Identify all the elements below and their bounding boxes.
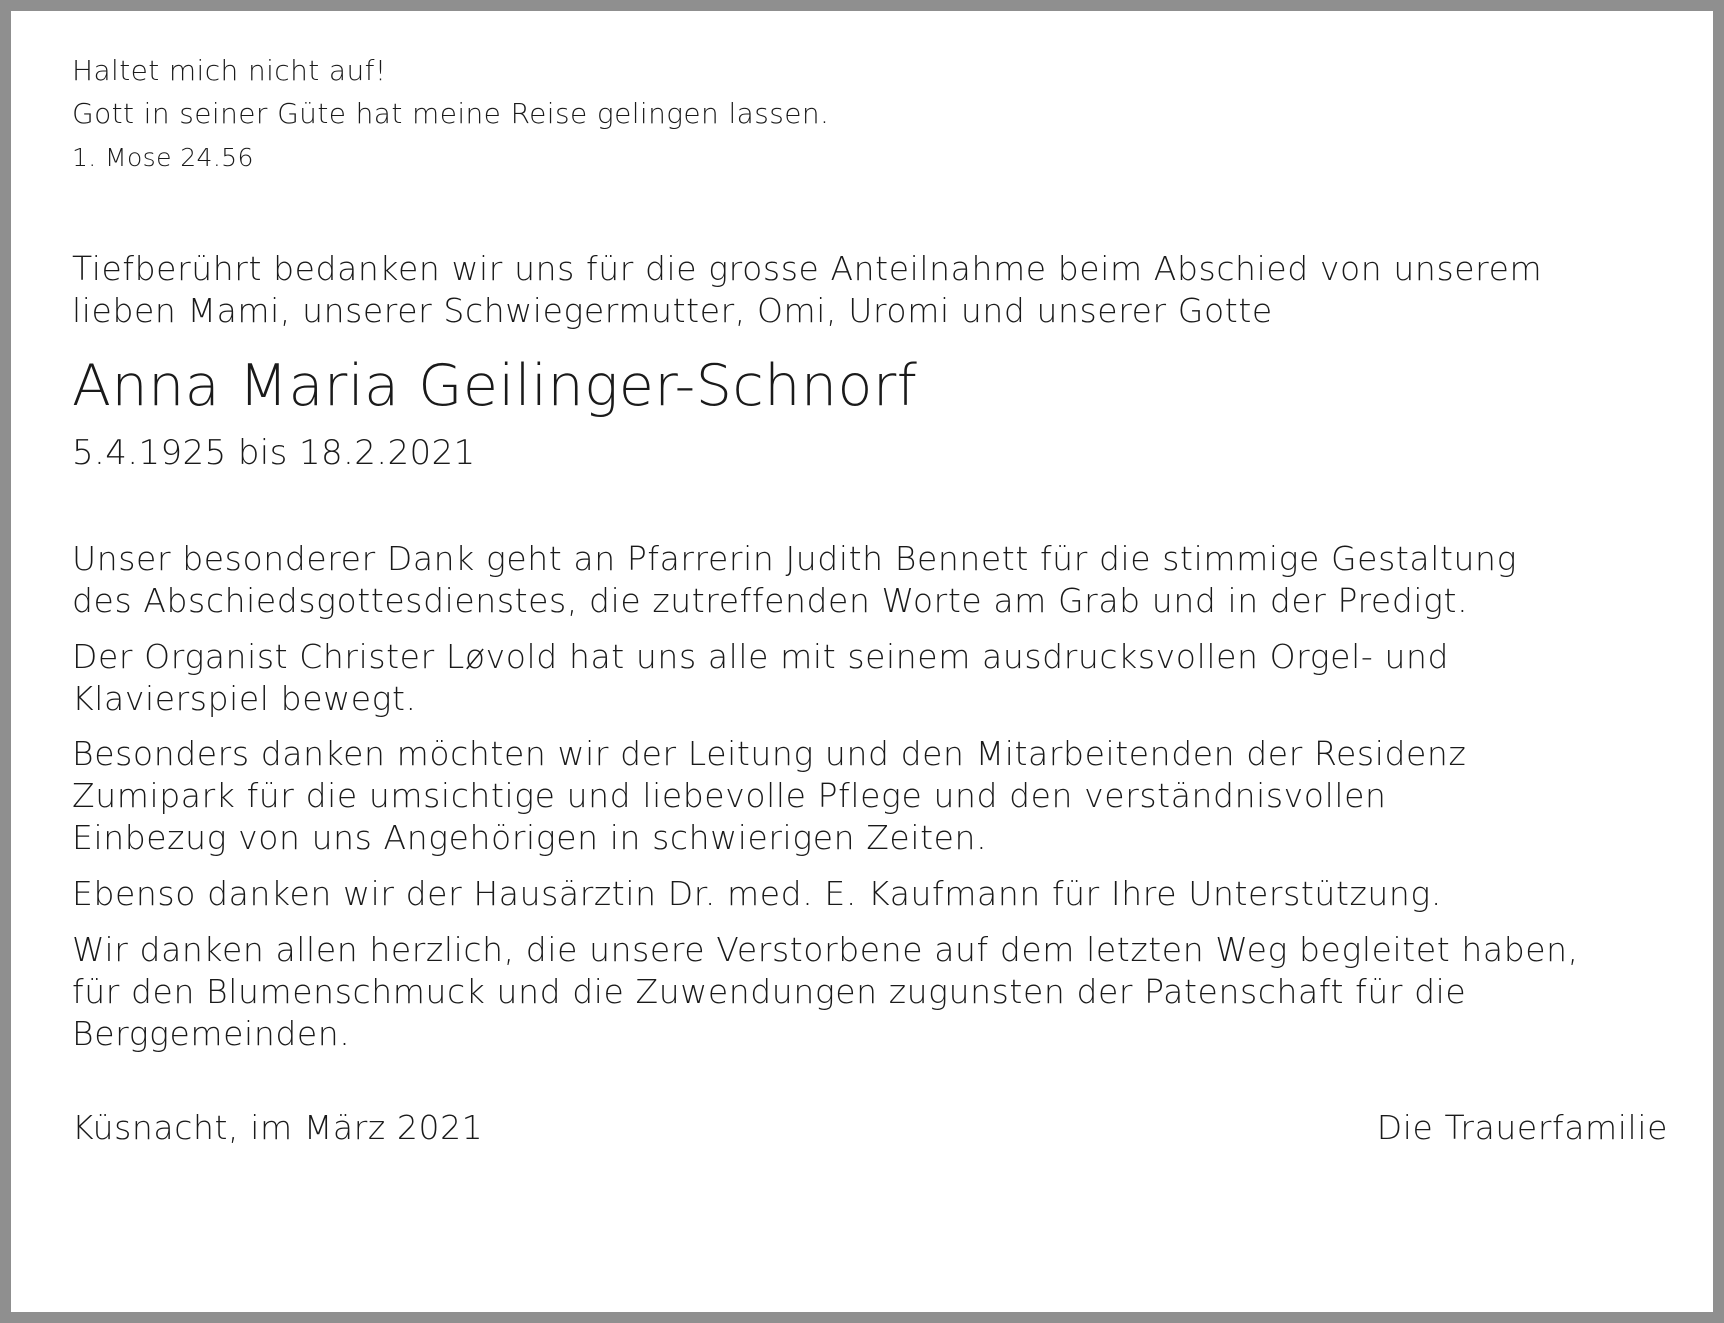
thanks-paragraph-5-line-2: für den Blumenschmuck und die Zuwendungen zugunsten der Patenschaft für die [72,972,1467,1011]
thanks-paragraph-3-line-3: Einbezug von uns Angehörigen in schwierigen Zeiten. [72,818,988,857]
deceased-name: Anna Maria Geilinger-Schnorf [72,353,918,419]
thanks-paragraph-3-line-1: Besonders danken möchten wir der Leitung und den Mitarbeitenden der Residenz [72,734,1467,773]
motto-line-2: Gott in seiner Güte hat meine Reise gelingen lassen. [72,97,830,130]
motto-line-1: Haltet mich nicht auf! [72,54,387,87]
thanks-paragraph-1-line-2: des Abschiedsgottesdienstes, die zutreffenden Worte am Grab und in der Predigt. [72,581,1469,620]
thanks-paragraph-5-line-3: Berggemeinden. [72,1014,351,1053]
thanks-paragraph-4-line-1: Ebenso danken wir der Hausärztin Dr. med. E. Kaufmann für Ihre Unterstützung. [72,874,1442,913]
thanks-paragraph-5-line-1: Wir danken allen herzlich, die unsere Verstorbene auf dem letzten Weg begleitet haben, [72,930,1579,969]
place-and-date: Küsnacht, im März 2021 [72,1108,484,1147]
signature: Die Trauerfamilie [1376,1108,1668,1147]
life-dates: 5.4.1925 bis 18.2.2021 [72,433,476,473]
thanks-paragraph-2-line-2: Klavierspiel bewegt. [72,679,417,718]
thanks-paragraph-1-line-1: Unser besonderer Dank geht an Pfarrerin Judith Bennett für die stimmige Gestaltung [72,539,1517,578]
intro-line-1: Tiefberührt bedanken wir uns für die grosse Anteilnahme beim Abschied von unserem [72,249,1543,288]
thanks-paragraph-3-line-2: Zumipark für die umsichtige und liebevolle Pflege und den verständnisvollen [72,776,1387,815]
bible-reference: 1. Mose 24.56 [72,143,254,172]
thanks-paragraph-2-line-1: Der Organist Christer Løvold hat uns alle mit seinem ausdrucksvollen Orgel- und [72,637,1450,676]
intro-line-2: lieben Mami, unserer Schwiegermutter, Omi, Uromi und unserer Gotte [72,291,1273,330]
obituary-card [11,11,1713,1312]
